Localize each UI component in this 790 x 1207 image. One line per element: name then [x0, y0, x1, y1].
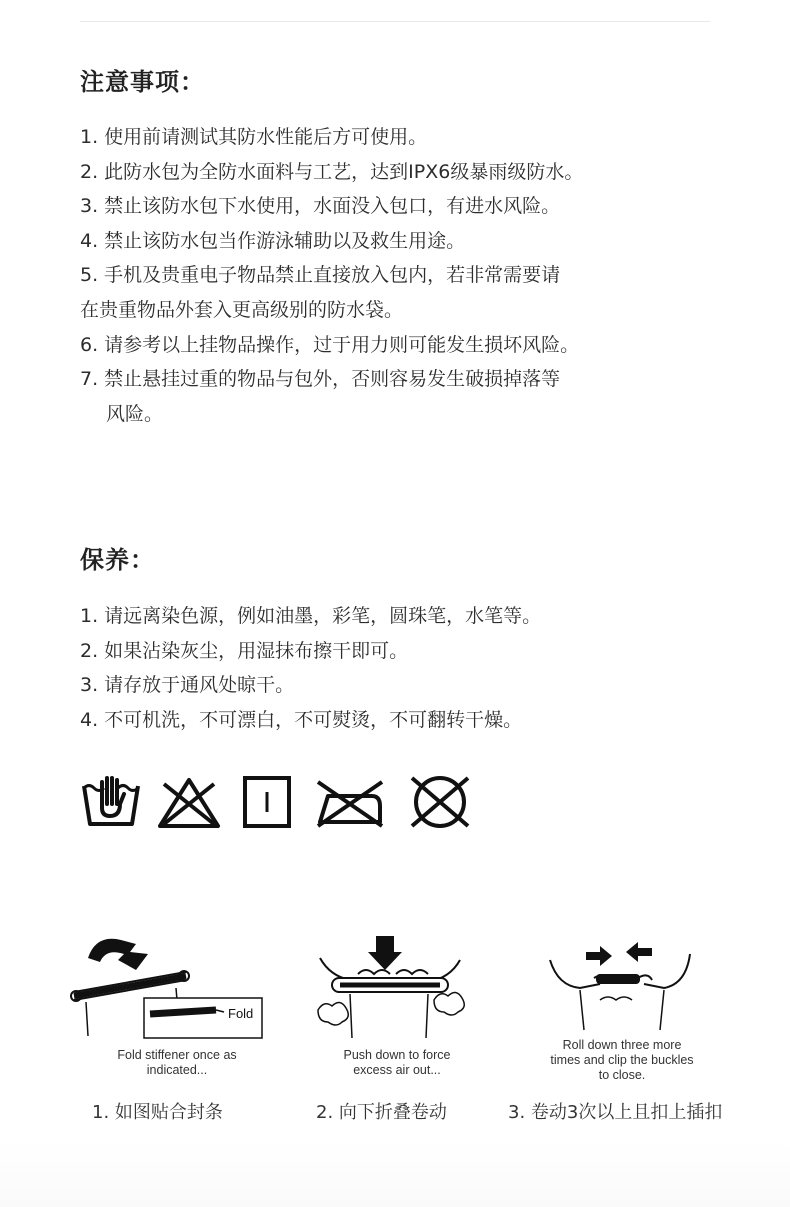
precaution-item: 在贵重物品外套入更高级别的防水袋。	[80, 298, 404, 321]
care-heading: 保养：	[80, 546, 155, 574]
precaution-item: 6. 请参考以上挂物品操作，过于用力则可能发生损坏风险。	[80, 333, 580, 356]
push-down-illustration	[310, 930, 470, 1040]
no-tumble-dry-icon	[406, 774, 474, 830]
step-1-label: 1. 如图贴合封条	[92, 1102, 223, 1123]
no-iron-icon	[314, 774, 386, 830]
step-2-caption: Push down to force excess air out...	[343, 1048, 451, 1077]
care-list	[80, 599, 720, 737]
care-item: 2. 如果沾染灰尘，用湿抹布擦干即可。	[80, 639, 409, 662]
precaution-item: 7. 禁止悬挂过重的物品与包外，否则容易发生破损掉落等	[80, 368, 561, 391]
care-item: 1. 请远离染色源，例如油墨，彩笔，圆珠笔，水笔等。	[80, 605, 542, 627]
bottom-fade	[0, 1140, 790, 1207]
precaution-item: 风险。	[106, 402, 164, 425]
line-dry-icon	[242, 774, 292, 830]
care-item: 3. 请存放于通风处晾干。	[80, 674, 295, 697]
step-2-label: 2. 向下折叠卷动	[316, 1102, 447, 1123]
step-3-label: 3. 卷动3次以上且扣上插扣	[508, 1102, 723, 1123]
step-3-caption: Roll down three more times and clip the buckles to close.	[550, 1038, 694, 1082]
top-divider	[80, 21, 710, 22]
care-item: 4. 不可机洗，不可漂白，不可熨烫，不可翻转干燥。	[80, 708, 523, 731]
no-bleach-icon	[156, 774, 222, 830]
hand-wash-icon	[80, 774, 142, 830]
roll-and-clip-illustration	[540, 930, 700, 1040]
precaution-item: 3. 禁止该防水包下水使用，水面没入包口，有进水风险。	[80, 195, 561, 218]
precaution-item: 5. 手机及贵重电子物品禁止直接放入包内，若非常需要请	[80, 264, 561, 287]
step-1-caption: Fold stiffener once as indicated...	[117, 1048, 237, 1077]
fold-stiffener-illustration	[66, 930, 266, 1040]
fold-label: Fold	[228, 1006, 254, 1021]
precautions-list	[80, 120, 720, 431]
precautions-heading: 注意事项：	[80, 68, 205, 96]
precaution-item: 1. 使用前请测试其防水性能后方可使用。	[80, 126, 428, 148]
precaution-item: 4. 禁止该防水包当作游泳辅助以及救生用途。	[80, 229, 466, 252]
precaution-item: 2. 此防水包为全防水面料与工艺，达到IPX6级暴雨级防水。	[80, 160, 584, 183]
